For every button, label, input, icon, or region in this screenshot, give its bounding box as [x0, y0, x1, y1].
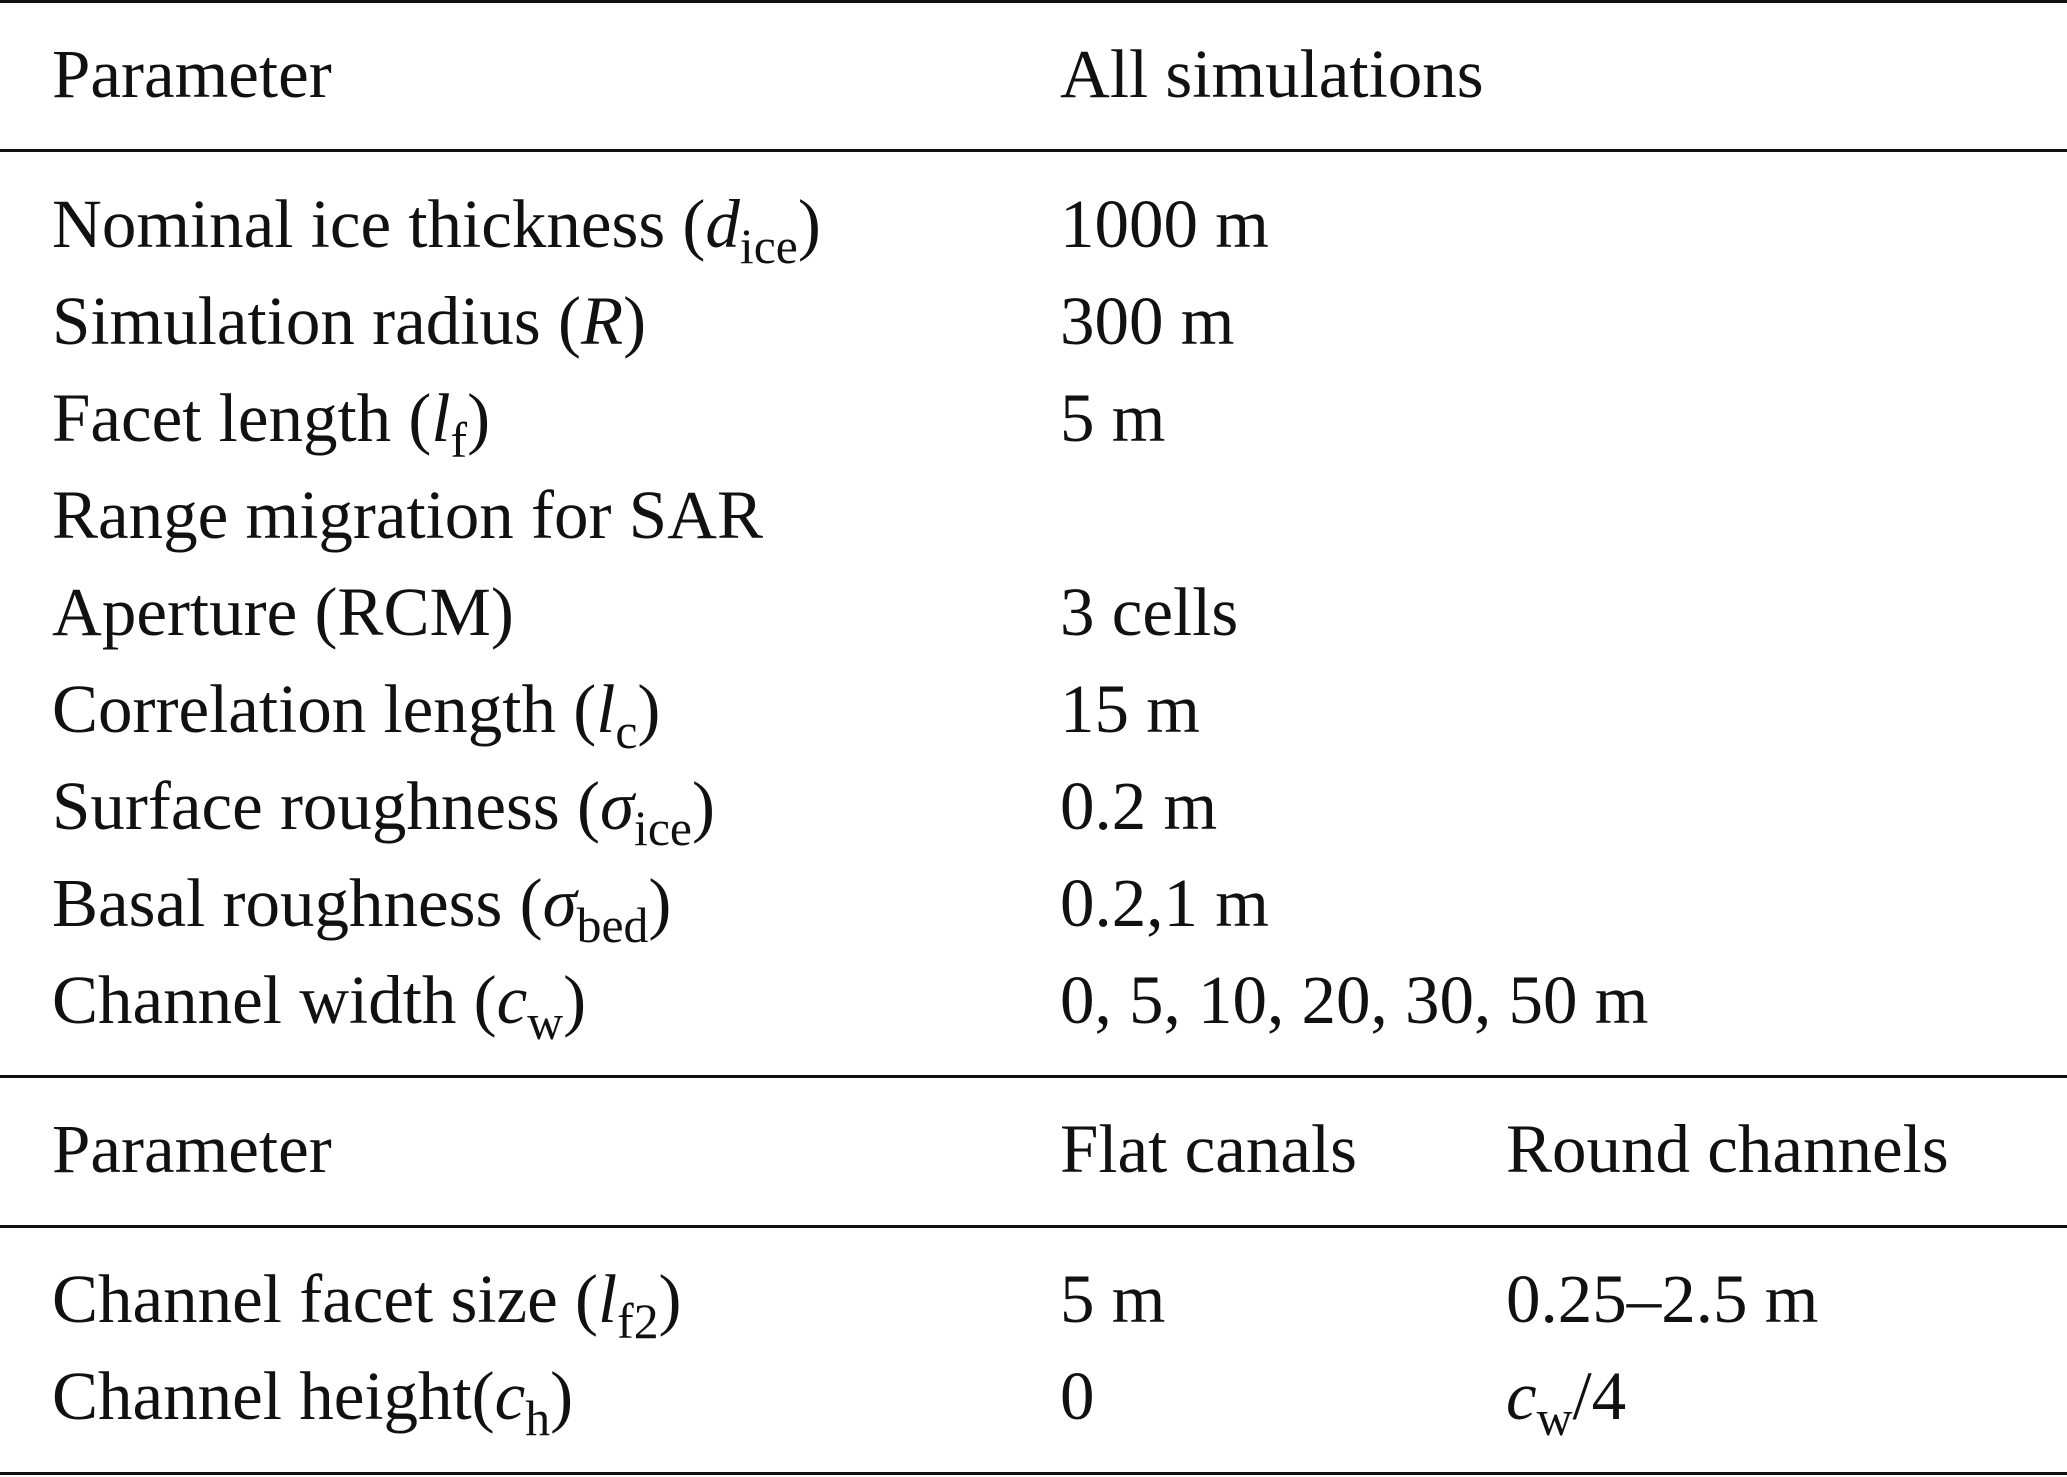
top-rule: [0, 0, 2067, 3]
row-label-range-migration: Range migration for SAR: [52, 477, 763, 553]
row-round-channel-facet-size: 0.25–2.5 m: [1506, 1261, 1819, 1337]
header1-rule: [0, 149, 2067, 152]
row-value-ice-thickness: 1000 m: [1060, 186, 1269, 262]
header2-rule: [0, 1225, 2067, 1228]
section-rule: [0, 1075, 2067, 1078]
row-value-facet-length: 5 m: [1060, 380, 1166, 456]
row-label-basal-roughness: Basal roughness $(\sigma_{bed})$: [52, 865, 672, 953]
header2-round-channels: Round channels: [1506, 1111, 1949, 1187]
row-value-simulation-radius: 300 m: [1060, 283, 1235, 359]
row-value-correlation-length: 15 m: [1060, 671, 1200, 747]
row-flat-channel-height: 0: [1060, 1358, 1095, 1434]
row-value-channel-width: 0, 5, 10, 20, 30, 50 m: [1060, 962, 1649, 1038]
row-value-basal-roughness: 0.2,1 m: [1060, 865, 1269, 941]
row-value-surface-roughness: 0.2 m: [1060, 768, 1218, 844]
row-label-channel-height: Channel $height(c_h)$: [52, 1358, 574, 1446]
row-value-aperture: 3 cells: [1060, 574, 1239, 650]
row-label-surface-roughness: Surface roughness $(\sigma_{ice})$: [52, 768, 715, 856]
row-round-channel-height: $c_w/4$: [1506, 1358, 1627, 1446]
row-label-facet-length: Facet length $(l_f)$: [52, 380, 491, 468]
row-flat-channel-facet-size: 5 m: [1060, 1261, 1166, 1337]
row-label-aperture: Aperture (RCM): [52, 574, 514, 650]
bottom-rule: [0, 1472, 2067, 1475]
header2-flat-canals: Flat canals: [1060, 1111, 1357, 1187]
header-parameter: Parameter: [52, 36, 332, 112]
header2-parameter: Parameter: [52, 1111, 332, 1187]
row-label-correlation-length: Correlation length $(l_c)$: [52, 671, 661, 759]
row-label-simulation-radius: Simulation radius (R): [52, 283, 647, 359]
header-all-simulations: All simulations: [1060, 36, 1484, 112]
row-label-ice-thickness: Nominal ice thickness $(d_{ice})$: [52, 186, 821, 274]
row-label-channel-facet-size: Channel facet size $(l_{f2})$: [52, 1261, 682, 1349]
row-label-channel-width: Channel width $(c_w)$: [52, 962, 587, 1050]
